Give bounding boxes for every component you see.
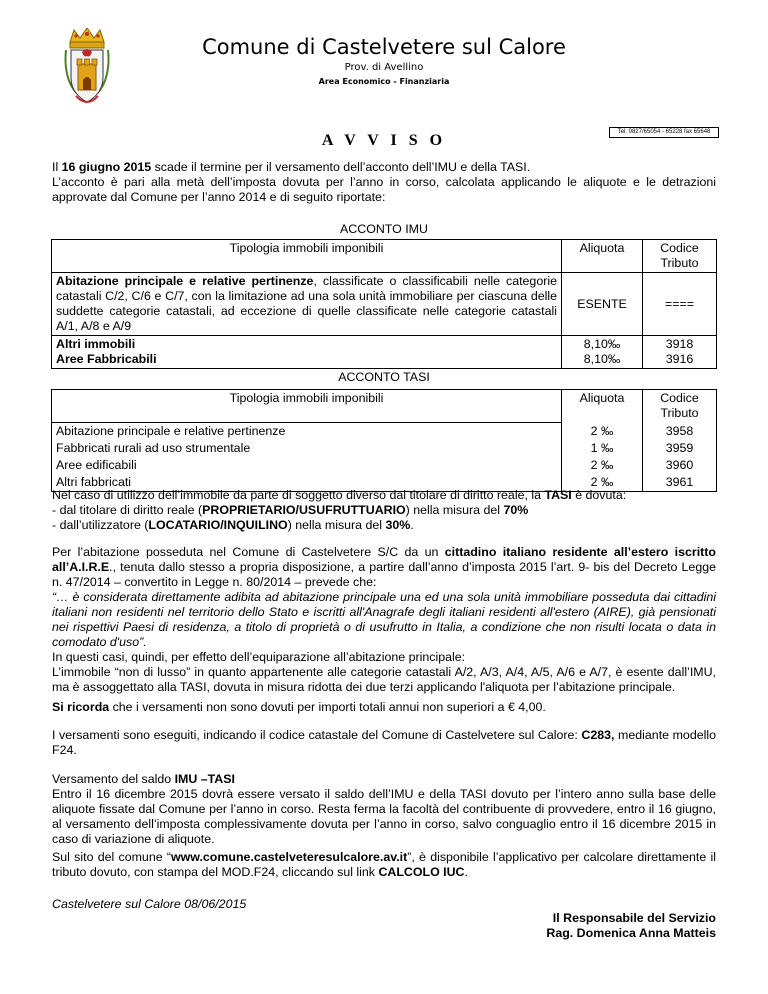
place-date: Castelvetere sul Calore 08/06/2015 (52, 897, 247, 911)
imu-row-other-code: 3918 3916 (643, 336, 717, 369)
imu-row-main-home-rate: ESENTE (562, 273, 643, 336)
aire-paragraph: Per l’abitazione posseduta nel Comune di Castelvetere S/C da un cittadino italiano residente all’estero iscritto all’A.I.R.E., tenuta dallo stesso a propria disposizione, a partire dall’anno d’imposta 2015 l’art. 9- bis del Decreto Legge n. 47/2014 – convertito in Legge n. 80/2014 – prevede che: “… è considerata direttamente adibita ad abitazione principale una ed una sola unità immobiliare posseduta dai cittadini italiani non residenti nel territorio dello Stato e iscritti all'Anagrafe degli italiani residenti all'estero (AIRE), già pensionati nei rispettivi Paesi di residenza, a titolo di proprietà o di usufrutto in Italia, a condizione che non risulti locata o data in comodato d'uso”. In questi casi, quindi, per effetto dell’equiparazione all’abitazione principale: L’immobile “non di lusso” in quanto appartenente alle categorie catastali A/2, A/3, A/4, A/5, A/6 e A/7, è esente dall’IMU, ma è assoggettato alla TASI, dovuta in misura ridotta dei due terzi applicando l'aliquota per l’abitazione principale. (52, 545, 716, 694)
imu-caption: ACCONTO IMU (340, 222, 428, 236)
tasi-row-code: 3961 (643, 474, 717, 492)
imu-row-other-rate: 8,10‰ 8,10‰ (562, 336, 643, 369)
tasi-row-code: 3959 (643, 440, 717, 457)
tasi-row-label: Aree edificabili (52, 457, 562, 474)
tasi-row-rate: 2 ‰ (562, 423, 643, 441)
website-link[interactable]: www.comune.castelveteresulcalore.av.it (171, 850, 408, 864)
intro-paragraph: Il 16 giugno 2015 scade il termine per il versamento dell’acconto dell’IMU e della TASI. L’acconto è pari alla metà dell’imposta dovuta per l’anno in corso, calcolata applicando le aliquote e le detrazioni approvate dal Comune per l’anno 2014 e di seguito riportate: (52, 160, 716, 204)
imu-row-main-home-code: ==== (643, 273, 717, 336)
imu-header-rate: Aliquota (562, 240, 643, 273)
tasi-header-code: Codice Tributo (643, 390, 717, 423)
tasi-row-label: Abitazione principale e relative pertinenze (52, 423, 562, 441)
calcolo-iuc-link[interactable]: CALCOLO IUC (378, 865, 465, 879)
signatory-role: Il Responsabile del Servizio (552, 911, 716, 925)
tasi-row-code: 3958 (643, 423, 717, 441)
tasi-header-type: Tipologia immobili imponibili (52, 390, 562, 423)
department-label: Area Economico - Finanziaria (318, 77, 450, 86)
province-label: Prov. di Avellino (344, 62, 424, 73)
website-paragraph: Sul sito del comune “www.comune.castelveteresulcalore.av.it”, è disponibile l’applicativo per calcolare direttamente il tributo dovuto, con stampa del MOD.F24, cliccando sul link CALCOLO IUC. (52, 850, 717, 879)
tasi-header-rate: Aliquota (562, 390, 643, 423)
tasi-row-rate: 2 ‰ (562, 457, 643, 474)
tasi-split-paragraph: Nel caso di utilizzo dell’immobile da parte di soggetto diverso dal titolare di diritto reale, la TASI è dovuta: - dal titolare di diritto reale (PROPRIETARIO/USUFRUTTUARIO) nella misura del 70% - dall’utilizzatore (LOCATARIO/INQUILINO) nella misura del 30%. (52, 488, 627, 532)
municipality-title: Comune di Castelvetere sul Calore (202, 35, 566, 59)
saldo-paragraph: Versamento del saldo IMU –TASI Entro il 16 dicembre 2015 dovrà essere versato il saldo dell’IMU e della TASI dovuto per l’intero anno sulla base delle aliquote fissate dal Comune per l’anno in corso. Resta ferma la facoltà del contribuente di provvedere, entro il 16 giugno, al versamento dell’imposta complessivamente dovuta per l’anno in corso, salvo conguaglio entro il 16 dicembre 2015 in caso di variazione di aliquote. (52, 772, 716, 846)
imu-row-other: Altri immobili Aree Fabbricabili (52, 336, 562, 369)
imu-row-main-home: Abitazione principale e relative pertinenze, classificate o classificabili nelle categorie catastali C/2, C/6 e C/7, con la limitazione ad una sola unità immobiliare per ciascuna delle suddette categorie catastali, ad eccezione di quelle classificate nelle categorie catastali A/1, A/8 e A/9 (52, 273, 562, 336)
phone-box: Tel. 0827/65054 - 65228 fax 65648 (609, 127, 719, 138)
imu-header-code: Codice Tributo (643, 240, 717, 273)
payment-paragraph: I versamenti sono eseguiti, indicando il codice catastale del Comune di Castelvetere sul Calore: C283, mediante modello F24. (52, 728, 716, 757)
notice-title: A V V I S O (321, 132, 447, 149)
tasi-row-label: Fabbricati rurali ad uso strumentale (52, 440, 562, 457)
reminder-paragraph: Si ricorda che i versamenti non sono dovuti per importi totali annui non superiori a € 4,00. (52, 700, 546, 714)
tasi-row-label: Altri fabbricati (52, 474, 562, 492)
tasi-row-rate: 2 ‰ (562, 474, 643, 492)
tasi-row-rate: 1 ‰ (562, 440, 643, 457)
tasi-row-code: 3960 (643, 457, 717, 474)
imu-header-type: Tipologia immobili imponibili (52, 240, 562, 273)
tasi-table (51, 389, 717, 492)
signatory-name: Rag. Domenica Anna Matteis (546, 926, 716, 940)
imu-table (51, 239, 717, 369)
tasi-caption: ACCONTO TASI (338, 370, 430, 384)
